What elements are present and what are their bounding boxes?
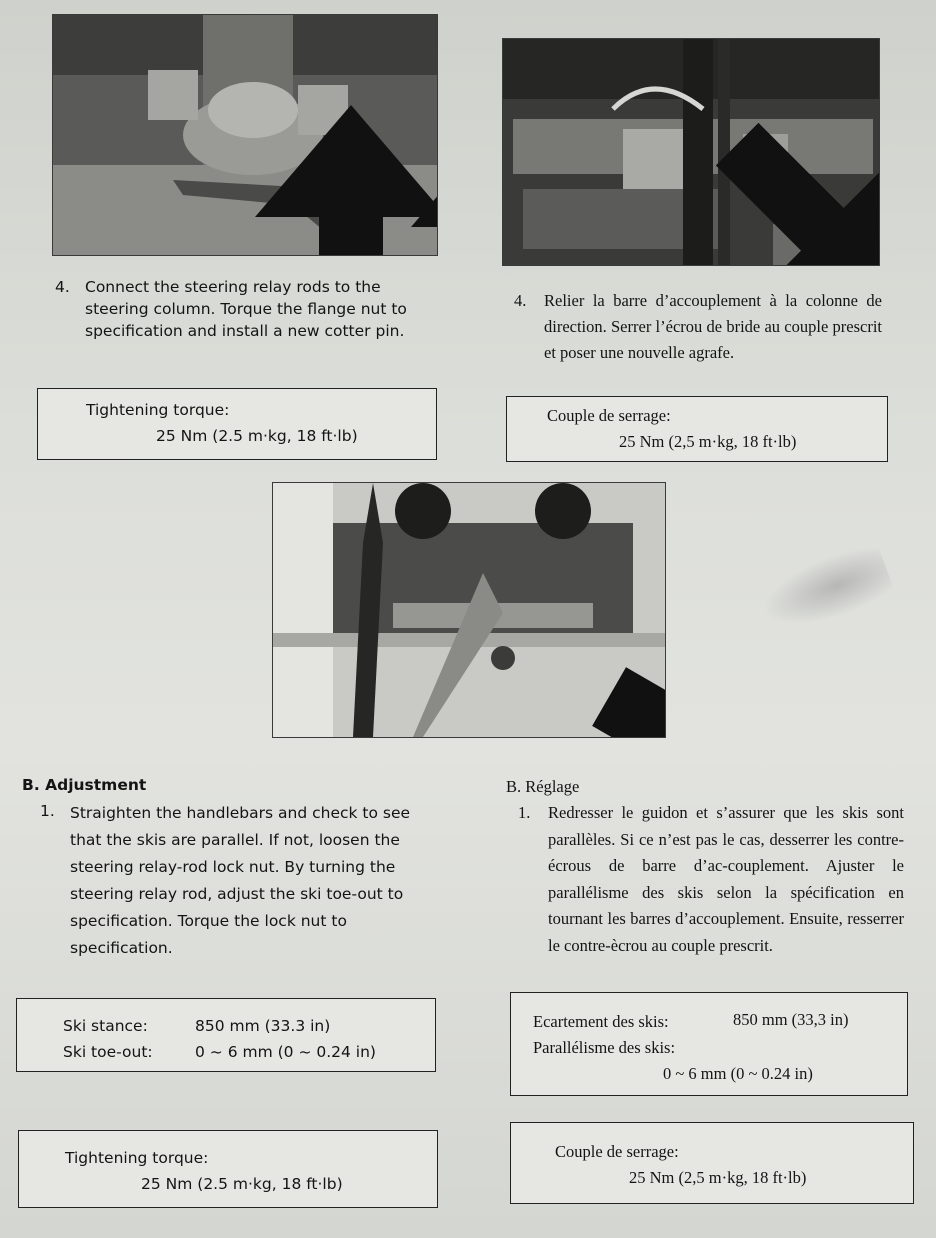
torque-label: Couple de serrage: xyxy=(547,406,671,425)
torque-box-fr-2 xyxy=(510,1122,914,1204)
step-text: Redresser le guidon et s’assurer que les skis sont parallèles. Si ce n’est pas le cas, desserrer les contre-écrous de barre d’ac-couplement. Ajuster le parallélisme des skis selon la spécification en tournant les barres d’accouplement. Ensuite, resserrer le contre-ècrou au couple prescrit. xyxy=(548,803,904,955)
ski-stance-value: 850 mm (33.3 in) xyxy=(195,1017,331,1035)
section-heading-en: B. Adjustment xyxy=(22,776,147,794)
arrow-icon xyxy=(315,115,438,256)
step-number: 4. xyxy=(55,278,70,296)
torque-box-fr xyxy=(506,396,888,462)
torque-value: 25 Nm (2.5 m·kg, 18 ft·lb) xyxy=(141,1175,343,1193)
section-heading-fr: B. Réglage xyxy=(506,777,580,796)
step-number: 1. xyxy=(518,803,531,822)
ski-toe-out-label: Ski toe-out: xyxy=(63,1043,153,1061)
torque-label: Couple de serrage: xyxy=(555,1142,679,1161)
relay-rod-photo xyxy=(502,38,880,266)
step-number: 4. xyxy=(514,291,527,310)
step-text: Relier la barre d’accouplement à la colonne de direction. Serrer l’écrou de bride au couple prescrit et poser une nouvelle agrafe. xyxy=(544,291,882,362)
ski-spec-box-fr xyxy=(510,992,908,1096)
step-text: Connect the steering relay rods to the steering column. Torque the flange nut to specification and install a new cotter pin. xyxy=(85,278,407,340)
step-4-fr xyxy=(514,288,884,392)
page-smudge xyxy=(754,540,897,641)
lock-nut-photo xyxy=(272,482,666,738)
step-4-en xyxy=(55,276,445,368)
ski-spec-box-en xyxy=(16,998,436,1072)
ski-stance-label: Ecartement des skis: xyxy=(533,1012,669,1031)
torque-label: Tightening torque: xyxy=(65,1149,209,1167)
step-1-fr xyxy=(518,800,908,980)
ski-parallelism-value: 0 ~ 6 mm (0 ~ 0.24 in) xyxy=(663,1064,813,1083)
step-number: 1. xyxy=(40,802,55,820)
step-text: Straighten the handlebars and check to see that the skis are parallel. If not, loosen the steering relay-rod lock nut. By turning the steering relay rod, adjust the ski toe-out to specification. Torque the lock nut to specification. xyxy=(70,804,411,957)
ski-stance-value: 850 mm (33,3 in) xyxy=(733,1010,849,1029)
torque-value: 25 Nm (2.5 m·kg, 18 ft·lb) xyxy=(156,427,358,445)
torque-box-en-2 xyxy=(18,1130,438,1208)
ski-parallelism-label: Parallélisme des skis: xyxy=(533,1038,676,1057)
steering-column-photo xyxy=(52,14,438,256)
ski-stance-label: Ski stance: xyxy=(63,1017,148,1035)
torque-value: 25 Nm (2,5 m·kg, 18 ft·lb) xyxy=(619,432,797,451)
torque-box-en xyxy=(37,388,437,460)
torque-label: Tightening torque: xyxy=(86,401,230,419)
torque-value: 25 Nm (2,5 m·kg, 18 ft·lb) xyxy=(629,1168,807,1187)
step-1-en xyxy=(40,800,440,960)
ski-toe-out-value: 0 ~ 6 mm (0 ~ 0.24 in) xyxy=(195,1043,376,1061)
